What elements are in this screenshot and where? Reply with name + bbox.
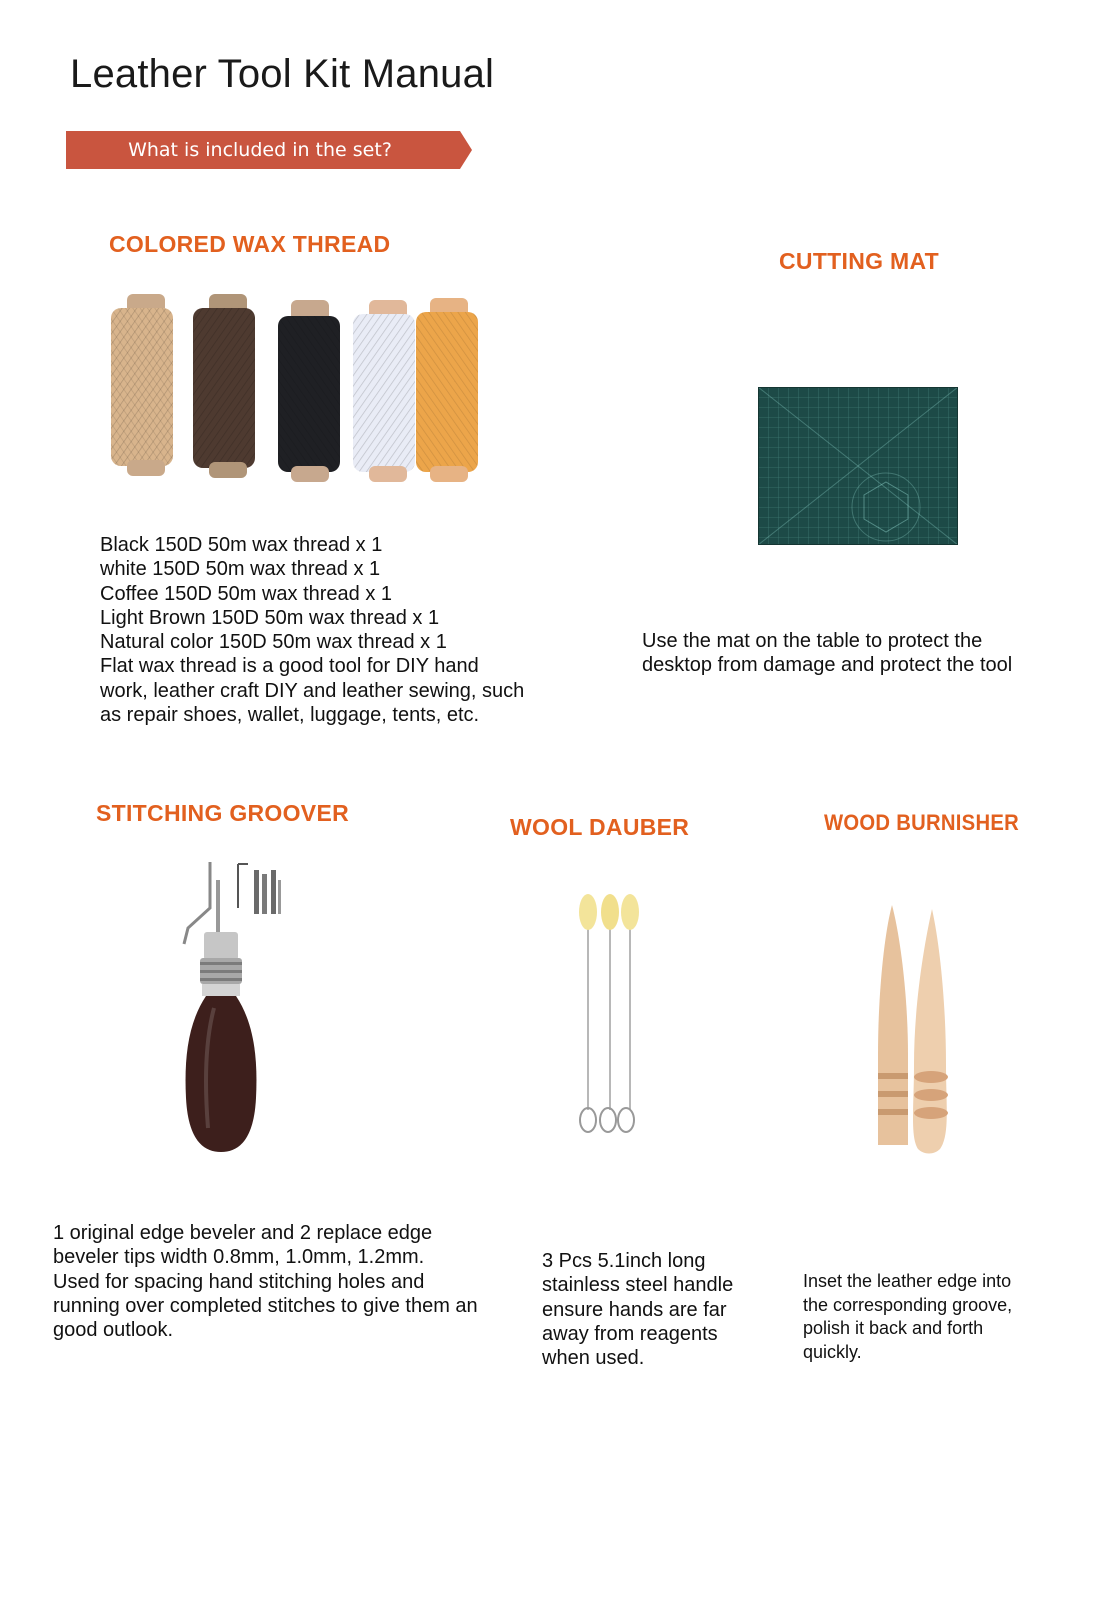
wool-dauber-line: when used. xyxy=(542,1347,645,1370)
wood-burnisher-line: Inset the leather edge into xyxy=(803,1271,1012,1291)
cutting-mat-line: desktop from damage and protect the tool xyxy=(642,654,1013,677)
stitching-groover-description xyxy=(53,1221,478,1342)
wool-dauber-line: away from reagents xyxy=(542,1322,718,1345)
wood-burnisher-line: quickly. xyxy=(803,1341,862,1362)
wax-thread-line: Natural color 150D 50m wax thread x 1 xyxy=(100,631,447,654)
wax-thread-line: Coffee 150D 50m wax thread x 1 xyxy=(100,582,393,605)
wool-dauber-heading: WOOL DAUBER xyxy=(510,814,690,840)
banner-label: What is included in the set? xyxy=(128,139,392,161)
wax-thread-line: as repair shoes, wallet, luggage, tents, etc. xyxy=(100,704,480,727)
section-banner xyxy=(66,131,472,169)
wool-dauber-line: ensure hands are far xyxy=(542,1298,727,1321)
wax-thread-line: Black 150D 50m wax thread x 1 xyxy=(100,534,383,556)
wood-burnisher-image xyxy=(870,905,960,1155)
wood-burnisher-heading: WOOD BURNISHER xyxy=(824,810,1020,835)
wool-dauber-line: stainless steel handle xyxy=(542,1274,734,1297)
thread-spools-image xyxy=(105,290,485,490)
cutting-mat-heading: CUTTING MAT xyxy=(779,248,940,274)
stitching-groover-line: good outlook. xyxy=(53,1319,174,1342)
stitching-groover-heading: STITCHING GROOVER xyxy=(96,800,350,826)
wax-thread-line: Light Brown 150D 50m wax thread x 1 xyxy=(100,606,440,629)
cutting-mat-line: Use the mat on the table to protect the xyxy=(642,630,983,652)
stitching-groover-line: beveler tips width 0.8mm, 1.0mm, 1.2mm. xyxy=(53,1246,425,1269)
wool-dauber-line: 3 Pcs 5.1inch long xyxy=(542,1250,706,1272)
wax-thread-line: Flat wax thread is a good tool for DIY hand xyxy=(100,655,479,678)
stitching-groover-line: 1 original edge beveler and 2 replace edge xyxy=(53,1222,433,1244)
stitching-groover-line: running over completed stitches to give them an xyxy=(53,1294,478,1317)
page-title: Leather Tool Kit Manual xyxy=(70,52,495,96)
stitching-groover-line: Used for spacing hand stitching holes and xyxy=(53,1270,425,1293)
wax-thread-line: work, leather craft DIY and leather sewing, such xyxy=(100,679,525,702)
cutting-mat-description xyxy=(642,629,1012,678)
wool-dauber-description xyxy=(542,1249,733,1370)
wool-dauber-image xyxy=(570,888,650,1138)
wax-thread-heading: COLORED WAX THREAD xyxy=(109,231,391,257)
wood-burnisher-line: the corresponding groove, xyxy=(803,1294,1013,1315)
wood-burnisher-line: polish it back and forth xyxy=(803,1318,984,1338)
wax-thread-line: white 150D 50m wax thread x 1 xyxy=(100,558,381,581)
wood-burnisher-description xyxy=(803,1270,1012,1364)
wax-thread-description xyxy=(100,533,524,727)
stitching-groover-image xyxy=(170,858,300,1158)
cutting-mat-image xyxy=(758,387,958,545)
